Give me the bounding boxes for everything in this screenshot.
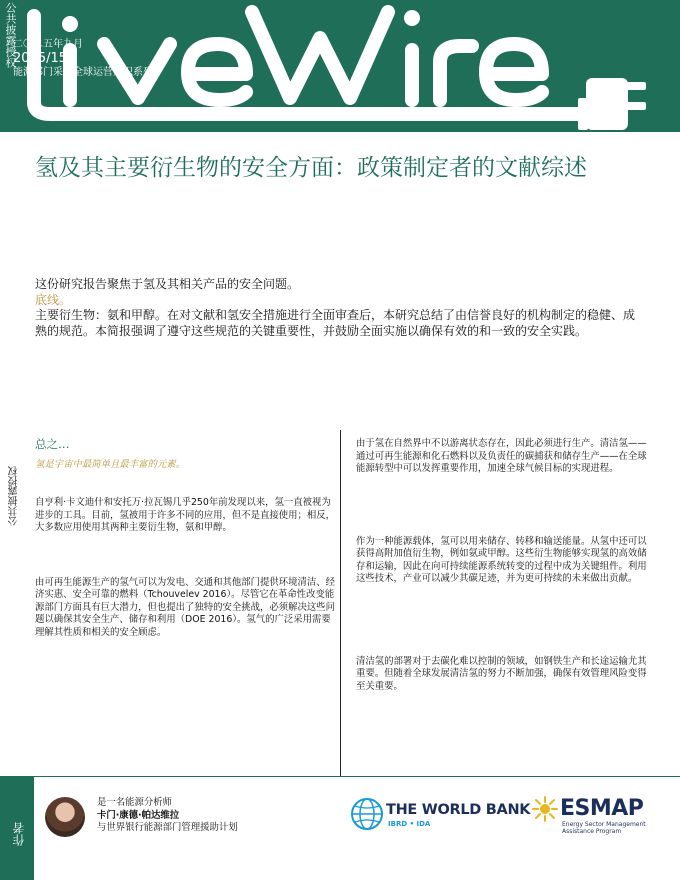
summary-paragraph: 清洁氢的部署对于去碳化难以控制的领域，如钢铁生产和长途运输尤其重要。但随着全球发展清洁氢的努力不断加强，确保有效管理风险变得至关重要。 (356, 655, 647, 692)
author-tab (0, 776, 34, 880)
summary-left-column (35, 438, 337, 639)
esmap-sun-icon (531, 795, 559, 823)
world-bank-name: THE WORLD BANK (386, 802, 531, 818)
esmap-subtitle: Energy Sector Management Assistance Program (562, 821, 646, 835)
world-bank-globe-icon (350, 797, 384, 831)
intro-lead: 这份研究报告聚焦于氢及其相关产品的安全问题。 (35, 277, 300, 291)
column-divider (340, 430, 341, 776)
author-info (97, 797, 238, 835)
summary-title: 总之… (35, 437, 70, 451)
world-bank-subtitle: IBRD • IDA (388, 820, 431, 828)
summary-paragraph: 自亨利·卡文迪什和安托万·拉瓦锡几乎250年前发现以来，氢一直被视为进步的工具。目前，氢被用于许多不同的应用，但不是直接使用；相反，大多数应用使用其两种主要衍生物，氨和甲醇。 (35, 497, 336, 533)
author-org: 与世界银行能源部门管理援助计划 (97, 822, 238, 833)
summary-paragraph: 由可再生能源生产的氢气可以为发电、交通和其他部门提供环境清洁、经济实惠、安全可靠的燃料（Tchouvelev 2016）。尽管它在革命性改变能源部门方面具有巨大潜力，但也提出了独特的安全挑战，必须解决这些问题以确保其安全生产、储存和利用（DOE 2016）。氢气的广泛采用需要理解其性质和相关的安全顾虑。 (35, 576, 336, 638)
author-avatar (45, 797, 85, 837)
intro-block (35, 277, 645, 339)
disclosure-label-body: 公共披露授权 (9, 466, 20, 526)
issue-date: 二〇二五年九月 (13, 39, 83, 50)
disclosure-label: 公共披露授权 (4, 2, 17, 68)
summary-right-column (356, 438, 652, 693)
author-name: 卡门·康德·帕达维拉 (97, 809, 180, 821)
author-tab-label: 作者 (12, 822, 26, 846)
masthead (0, 0, 680, 132)
intro-body: 主要衍生物：氨和甲醇。在对文献和氢安全措施进行全面审查后，本研究总结了由信誉良好的机构制定的稳健、成熟的规范。本简报强调了遵守这些规范的关键重要性，并鼓励全面实施以确保有效的和一致的安全实践。 (35, 308, 636, 338)
summary-subtitle: 氢是宇宙中最简单且最丰富的元素。 (35, 458, 186, 470)
series-name: 能源部门采集全球运营知识系列 (13, 67, 153, 78)
author-role: 是一名能源分析师 (97, 797, 173, 808)
summary-paragraph: 由于氢在自然界中不以游离状态存在，因此必须进行生产。清洁氢——通过可再生能源和化石燃料以及负责任的碳捕获和储存生产——在全球能源转型中可以发挥重要作用，加速全球气候目标的实现进程。 (356, 438, 647, 474)
summary-paragraph: 作为一种能源载体，氢可以用来储存、转移和输送能量。从氢中还可以获得高附加值衍生物，例如氨或甲醇。这些衍生物能够实现氢的高效储存和运输，因此在向可持续能源系统转变的过程中成为关键组件。利用这些技术，产业可以减少其碳足迹，并为更可持续的未来做出贡献。 (356, 535, 647, 584)
page-title: 氢及其主要衍生物的安全方面：政策制定者的文献综述 (35, 155, 587, 181)
livewire-logo (20, 2, 670, 130)
bottom-line-label: 底线。 (35, 292, 72, 307)
issue-number: 2025/152 (13, 51, 76, 66)
footer-divider (0, 776, 680, 777)
esmap-name: ESMAP (560, 796, 644, 821)
